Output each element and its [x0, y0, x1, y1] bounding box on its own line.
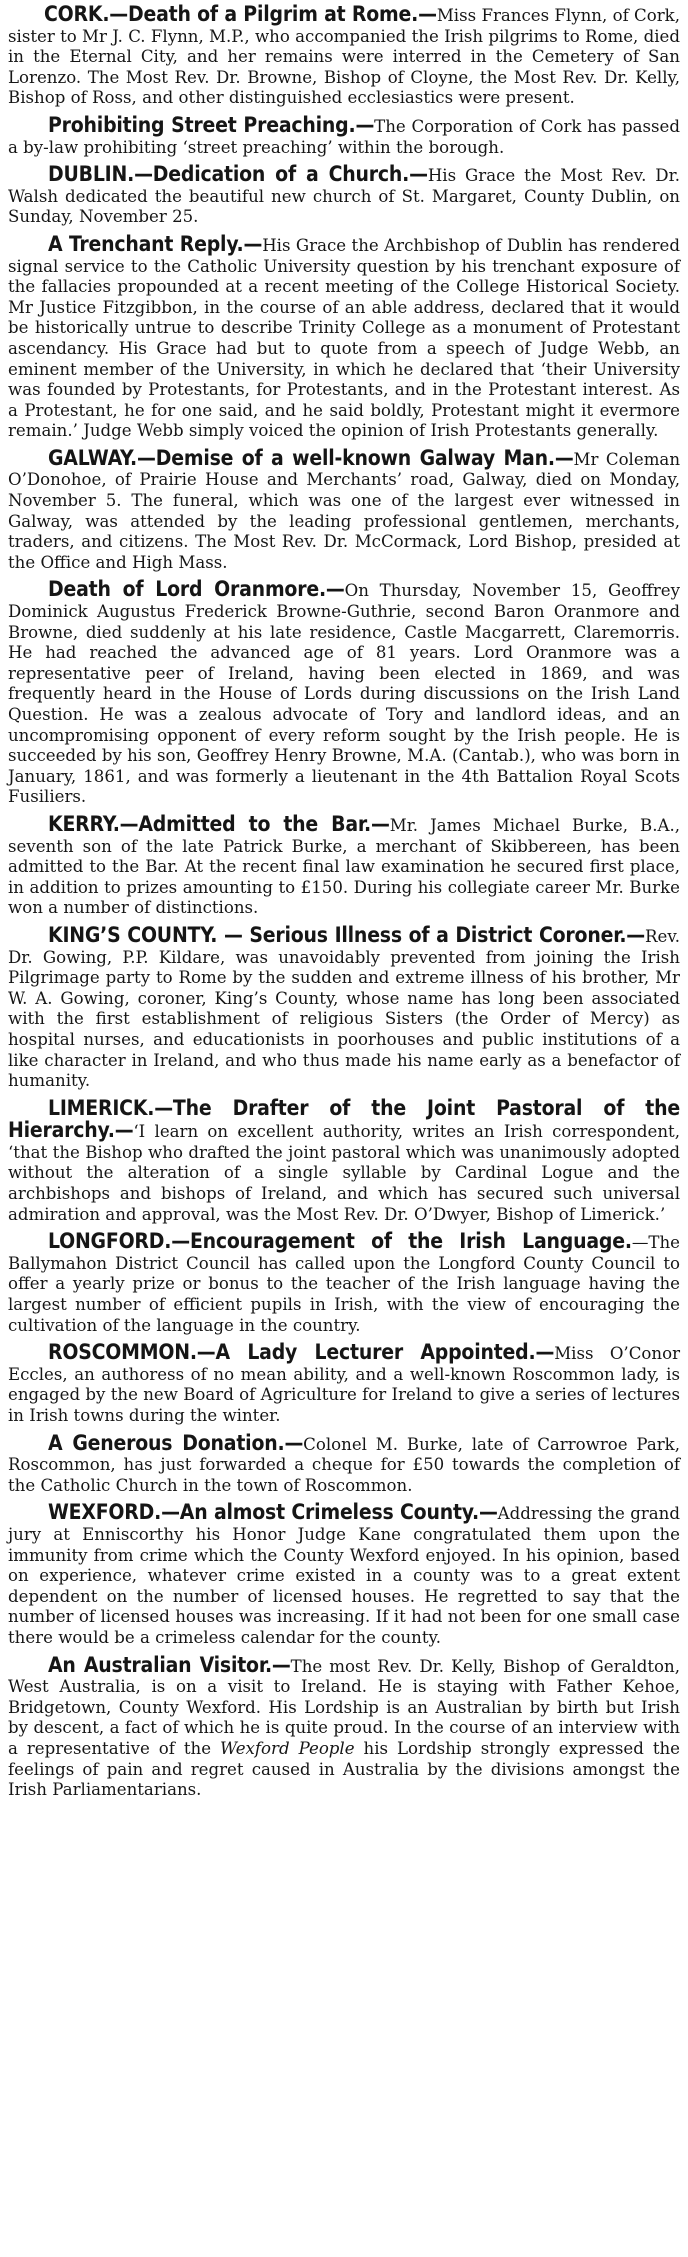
- item-body: Colonel M. Burke, late of Carrowroe Park, Roscommon, has just forwarded a cheque for £50 towards the completion of the Catholic Church in the town of Roscommon.: [8, 1434, 680, 1495]
- item-headline: ROSCOMMON.—A Lady Lecturer Appointed.—: [48, 1340, 555, 1365]
- news-item: [8, 4, 680, 109]
- news-item: [8, 1430, 680, 1497]
- item-body: Miss O’Conor Eccles, an authoress of no mean ability, and a well-known Roscommon lady, is engaged by the new Board of Agriculture for Ireland to give a series of lectures in Irish towns during the winter.: [8, 1344, 680, 1425]
- item-body: Addressing the grand jury at Enniscorthy his Honor Judge Kane congratulated them upon the immunity from crime which the County Wexford enjoyed. In his opinion, based on experience, whatever crime existed in a county was to a great extent dependent on the number of licensed houses. He regretted to say that the number of licensed houses was increasing. If it had not been for one small case there would be a crimeless calendar for the county.: [8, 1504, 680, 1647]
- item-headline: WEXFORD.—An almost Crimeless County.—: [48, 1500, 498, 1525]
- item-body: His Grace the Archbishop of Dublin has rendered signal service to the Catholic University question by his trenchant exposure of the fallacies propounded at a recent meeting of the College Historical Society. Mr Justice Fitzgibbon, in the course of an able address, declared that it would be historically untrue to describe Trinity College as a monument of Protestant ascendancy. His Grace had but to quote from a speech of Judge Webb, an eminent member of the University, in which he declared that ‘their University was founded by Protestants, for Protestants, and in the Protestant interest. As a Protestant, he for one said, and he said boldly, Protestant might it evermore remain.’ Judge Webb simply voiced the opinion of Irish Protestants generally.: [8, 235, 680, 441]
- news-item: [8, 811, 681, 919]
- item-headline: KING’S COUNTY. — Serious Illness of a District Coroner.—: [48, 922, 645, 947]
- item-headline: Death of Lord Oranmore.—: [48, 577, 345, 602]
- news-item: [8, 1652, 680, 1801]
- item-body: The Corporation of Cork has passed a by-law prohibiting ‘street preaching’ within the borough.: [8, 116, 680, 157]
- news-item: [8, 1231, 680, 1336]
- news-item: [8, 164, 680, 228]
- item-body: On Thursday, November 15, Geoffrey Dominick Augustus Frederick Browne-Guthrie, second Baron Oranmore and Browne, died suddenly at his late residence, Castle Macgarrett, Claremorris. He had reached the advanced age of 81 years. Lord Oranmore was a representative peer of Ireland, having been elected in 1869, and was frequently heard in the House of Lords during discussions on the Irish Land Question. He was a zealous advocate of Tory and landlord ideas, and an uncompromising opponent of every reform sought by the Irish people. He is succeeded by his son, Geoffrey Henry Browne, M.A. (Cantab.), who was born in January, 1861, and was formerly a lieutenant in the 4th Battalion Royal Scots Fusiliers.: [8, 581, 680, 807]
- item-body: His Grace the Most Rev. Dr. Walsh dedicated the beautiful new church of St. Margaret, County Dublin, on Sunday, November 25.: [8, 166, 680, 227]
- news-item: [8, 231, 680, 442]
- news-item: [8, 1502, 680, 1648]
- item-headline: LONGFORD.—Encouragement of the Irish Language.: [48, 1229, 632, 1254]
- news-item: [8, 579, 680, 808]
- item-headline: Prohibiting Street Preaching.—: [48, 112, 375, 137]
- item-headline: GALWAY.—Demise of a well-known Galway Man.—: [48, 445, 574, 470]
- item-headline: An Australian Visitor.—: [48, 1652, 291, 1677]
- item-body: Rev. Dr. Gowing, P.P. Kildare, was unavoidably prevented from joining the Irish Pilgrimage party to Rome by the sudden and extreme illness of his brother, Mr W. A. Gowing, coroner, King’s County, whose name has long been associated with the first establishment of religious Sisters (the Order of Mercy) as hospital nurses, and educationists in poorhouses and public institutions of a like character in Ireland, and who thus made his name early as a benefactor of humanity.: [8, 926, 680, 1091]
- item-body: The most Rev. Dr. Kelly, Bishop of Geraldton, West Australia, is on a visit to Ireland. He is staying with Father Kehoe, Bridgetown, County Wexford. His Lordship is an Australian by birth but Irish by descent, a fact of which he is quite proud. In the course of an interview with a representative of the: [8, 1656, 680, 1758]
- news-item: [8, 922, 680, 1092]
- item-headline: A Generous Donation.—: [48, 1430, 304, 1455]
- item-body: Mr Coleman O’Donohoe, of Prairie House and Merchants’ road, Galway, died on Monday, November 5. The funeral, which was one of the largest ever witnessed in Galway, was attended by the leading professional gentlemen, merchants, traders, and citizens. The Most Rev. Dr. McCormack, Lord Bishop, presided at the Office and High Mass.: [8, 449, 681, 572]
- news-item: [8, 1342, 680, 1426]
- news-item: [8, 112, 680, 158]
- newspaper-title: Wexford People: [220, 1738, 355, 1758]
- item-body: ‘I learn on excellent authority, writes an Irish correspondent, ‘that the Bishop who drafted the joint pastoral which was unanimously adopted without the alteration of a single syllable by Cardinal Logue and the archbishops and bishops of Ireland, and which has secured such universal admiration and approval, was the Most Rev. Dr. O’Dwyer, Bishop of Limerick.’: [8, 1122, 680, 1224]
- item-headline: LIMERICK.—The Drafter of the Joint Pastoral of the Hierarchy.—: [8, 1095, 680, 1143]
- news-item: [8, 445, 681, 574]
- item-body: Miss Frances Flynn, of Cork, sister to Mr J. C. Flynn, M.P., who accompanied the Irish pilgrims to Rome, died in the Eternal City, and her remains were interred in the Cemetery of San Lorenzo. The Most Rev. Dr. Browne, Bishop of Cloyne, the Most Rev. Dr. Kelly, Bishop of Ross, and other distinguished ecclesiastics were present.: [8, 6, 680, 108]
- item-body-end: his Lordship strongly expressed the feelings of pain and regret caused in Australia by the divisions amongst the Irish Parliamentarians.: [8, 1738, 680, 1800]
- item-headline: CORK.—Death of a Pilgrim at Rome.—: [44, 2, 437, 26]
- news-item: [8, 1095, 680, 1226]
- item-headline: DUBLIN.—Dedication of a Church.—: [48, 162, 428, 187]
- item-body: —The Ballymahon District Council has called upon the Longford County Council to offer a yearly prize or bonus to the teacher of the Irish language having the largest number of efficient pupils in Irish, with the view of encouraging the cultivation of the language in the country.: [8, 1233, 680, 1335]
- item-headline: KERRY.—Admitted to the Bar.—: [48, 811, 390, 836]
- item-body: Mr. James Michael Burke, B.A., seventh son of the late Patrick Burke, a merchant of Skibbereen, has been admitted to the Bar. At the recent final law examination he secured first place, in addition to prizes amounting to £150. During his collegiate career Mr. Burke won a number of distinctions.: [8, 815, 681, 918]
- item-headline: A Trenchant Reply.—: [48, 231, 263, 256]
